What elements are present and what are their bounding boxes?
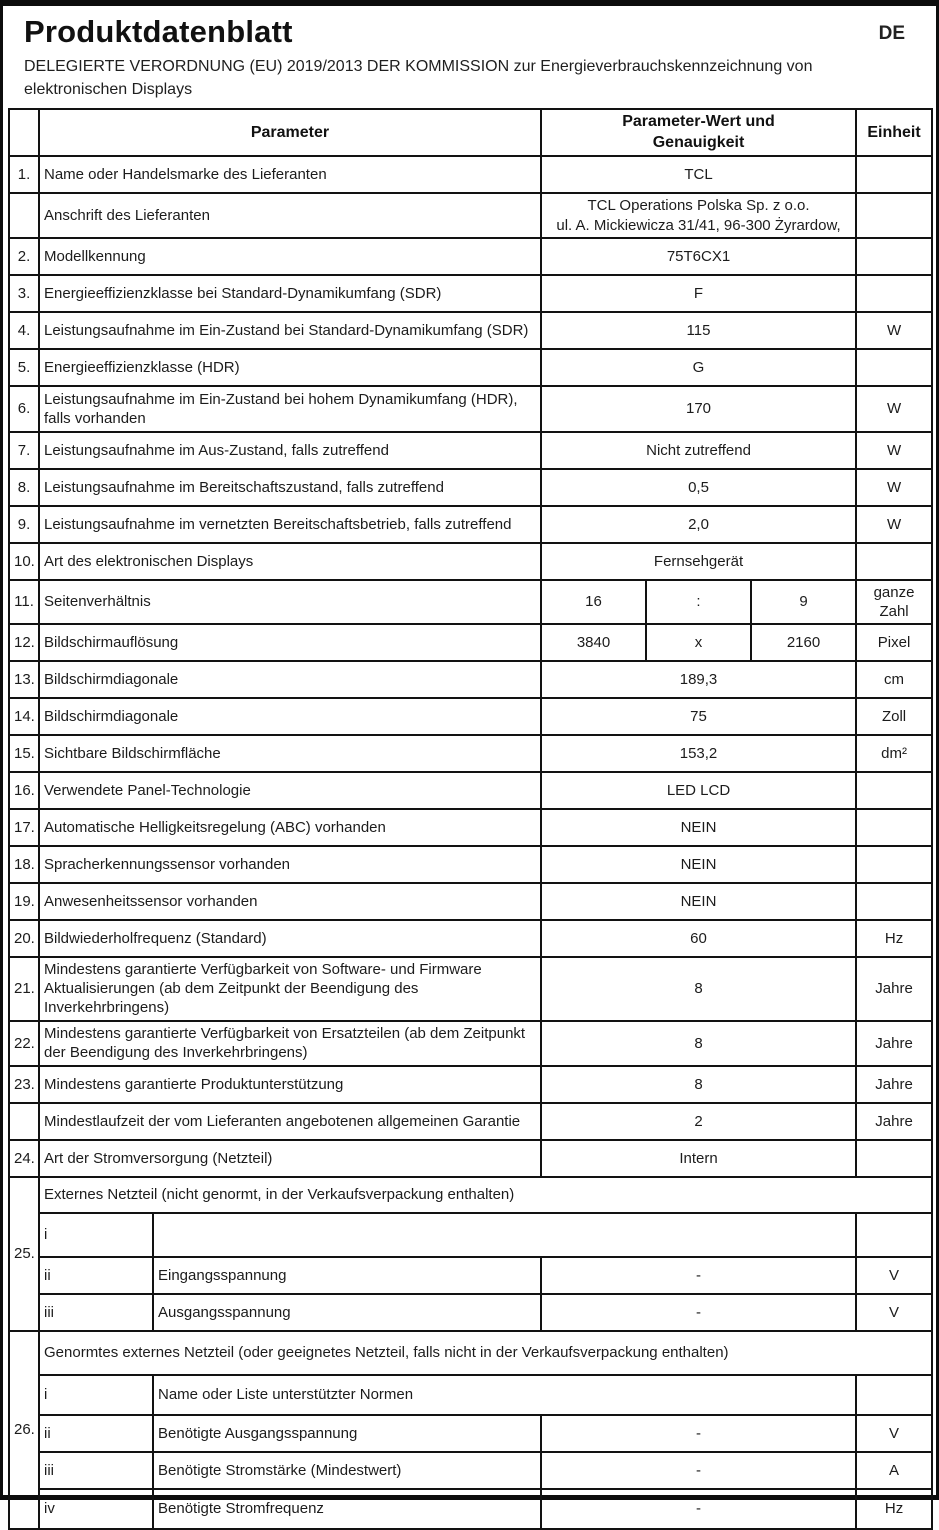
- param-unit: [856, 275, 932, 312]
- sub-index: ii: [39, 1257, 153, 1294]
- product-parameters-table: [8, 108, 933, 1529]
- param-label: Leistungsaufnahme im Ein-Zustand bei Standard-Dynamikumfang (SDR): [39, 312, 541, 349]
- param-unit: [856, 193, 932, 237]
- param-number: 2.: [9, 238, 39, 275]
- param-number: 22.: [9, 1021, 39, 1066]
- table-row: [9, 193, 932, 237]
- param-label: Anwesenheitssensor vorhanden: [39, 883, 541, 920]
- table-row: [9, 809, 932, 846]
- table-row: [9, 624, 932, 661]
- param-value: 115: [541, 312, 856, 349]
- param-label: Leistungsaufnahme im Ein-Zustand bei hohem Dynamikumfang (HDR), falls vorhanden: [39, 386, 541, 432]
- param-value: 2: [541, 1103, 856, 1140]
- param-value: -: [541, 1452, 856, 1489]
- param-number: 17.: [9, 809, 39, 846]
- table-sub-row: [9, 1213, 932, 1257]
- param-unit: W: [856, 469, 932, 506]
- table-sub-row: [9, 1415, 932, 1452]
- param-label: Leistungsaufnahme im Bereitschaftszustand, falls zutreffend: [39, 469, 541, 506]
- param-value-separator: x: [646, 624, 751, 661]
- param-number: 21.: [9, 957, 39, 1021]
- param-label: Spracherkennungssensor vorhanden: [39, 846, 541, 883]
- table-row: [9, 735, 932, 772]
- param-label: Mindestens garantierte Verfügbarkeit von Ersatzteilen (ab dem Zeitpunkt der Beendigung des Inverkehrbringens): [39, 1021, 541, 1066]
- table-row: [9, 506, 932, 543]
- param-label: Bildwiederholfrequenz (Standard): [39, 920, 541, 957]
- param-unit: [856, 156, 932, 193]
- param-value: NEIN: [541, 809, 856, 846]
- param-label: Automatische Helligkeitsregelung (ABC) vorhanden: [39, 809, 541, 846]
- param-number: [9, 1103, 39, 1140]
- param-number: 16.: [9, 772, 39, 809]
- sub-index: iii: [39, 1294, 153, 1331]
- sub-label: Benötigte Stromstärke (Mindestwert): [153, 1452, 541, 1489]
- table-row: [9, 957, 932, 1021]
- sub-index: ii: [39, 1415, 153, 1452]
- table-header-row: [9, 109, 932, 156]
- param-value: G: [541, 349, 856, 386]
- column-header-parameter: Parameter: [39, 109, 541, 156]
- param-value: NEIN: [541, 846, 856, 883]
- param-label: Leistungsaufnahme im Aus-Zustand, falls zutreffend: [39, 432, 541, 469]
- param-label: Mindestens garantierte Produktunterstützung: [39, 1066, 541, 1103]
- sub-index: i: [39, 1213, 153, 1257]
- param-label: Sichtbare Bildschirmfläche: [39, 735, 541, 772]
- param-unit: V: [856, 1415, 932, 1452]
- param-unit: Pixel: [856, 624, 932, 661]
- table-row: [9, 772, 932, 809]
- param-unit: [856, 883, 932, 920]
- param-label: Mindestens garantierte Verfügbarkeit von Software- und Firmware Aktualisierungen (ab dem Zeitpunkt der Beendigung des Inverkehrbringens): [39, 957, 541, 1021]
- param-value: 189,3: [541, 661, 856, 698]
- table-row: [9, 580, 932, 624]
- param-unit: [856, 238, 932, 275]
- sub-index: i: [39, 1375, 153, 1415]
- param-value: Intern: [541, 1140, 856, 1177]
- column-header-value-line2: Genauigkeit: [652, 133, 745, 151]
- param-value: 75T6CX1: [541, 238, 856, 275]
- param-number: 6.: [9, 386, 39, 432]
- param-label: Art des elektronischen Displays: [39, 543, 541, 580]
- table-row: [9, 920, 932, 957]
- param-value: [541, 193, 856, 237]
- param-unit: [856, 1213, 932, 1257]
- table-sub-row: [9, 1257, 932, 1294]
- table-row-section: [9, 1331, 932, 1375]
- param-value: -: [541, 1415, 856, 1452]
- param-value: -: [541, 1294, 856, 1331]
- param-value: 60: [541, 920, 856, 957]
- param-label: Seitenverhältnis: [39, 580, 541, 624]
- param-number: 8.: [9, 469, 39, 506]
- column-header-unit: Einheit: [856, 109, 932, 156]
- param-unit: W: [856, 386, 932, 432]
- language-code: DE: [878, 23, 905, 44]
- table-row: [9, 883, 932, 920]
- table-row: [9, 349, 932, 386]
- sub-label: Ausgangsspannung: [153, 1294, 541, 1331]
- table-row: [9, 1140, 932, 1177]
- table-row: [9, 238, 932, 275]
- table-row: [9, 1066, 932, 1103]
- table-row: [9, 469, 932, 506]
- param-number: [9, 193, 39, 237]
- param-value: 8: [541, 957, 856, 1021]
- param-unit: Jahre: [856, 1066, 932, 1103]
- sub-label: Eingangsspannung: [153, 1257, 541, 1294]
- param-value: -: [541, 1257, 856, 1294]
- param-number: 11.: [9, 580, 39, 624]
- param-number: 23.: [9, 1066, 39, 1103]
- sub-label: [153, 1213, 856, 1257]
- param-value-separator: :: [646, 580, 751, 624]
- param-value: -: [541, 1489, 856, 1529]
- table-row-section: [9, 1177, 932, 1213]
- sub-label: Benötigte Stromfrequenz: [153, 1489, 541, 1529]
- param-number: 4.: [9, 312, 39, 349]
- param-value: Fernsehgerät: [541, 543, 856, 580]
- param-unit: A: [856, 1452, 932, 1489]
- param-number: 13.: [9, 661, 39, 698]
- param-unit: dm²: [856, 735, 932, 772]
- param-number: 20.: [9, 920, 39, 957]
- param-value: F: [541, 275, 856, 312]
- param-value: TCL: [541, 156, 856, 193]
- param-label: Energieeffizienzklasse bei Standard-Dynamikumfang (SDR): [39, 275, 541, 312]
- section-label: Genormtes externes Netzteil (oder geeignetes Netzteil, falls nicht in der Verkaufsverpackung enthalten): [39, 1331, 932, 1375]
- param-value: NEIN: [541, 883, 856, 920]
- param-value: LED LCD: [541, 772, 856, 809]
- param-label: Bildschirmauflösung: [39, 624, 541, 661]
- param-number: 7.: [9, 432, 39, 469]
- param-value: 2,0: [541, 506, 856, 543]
- param-number: 15.: [9, 735, 39, 772]
- table-row: [9, 698, 932, 735]
- sub-index: iv: [39, 1489, 153, 1529]
- param-unit: Hz: [856, 1489, 932, 1529]
- param-label: Bildschirmdiagonale: [39, 661, 541, 698]
- param-value: 75: [541, 698, 856, 735]
- param-number: 14.: [9, 698, 39, 735]
- column-header-value: [541, 109, 856, 156]
- table-row: [9, 543, 932, 580]
- param-number: 3.: [9, 275, 39, 312]
- param-value: 8: [541, 1066, 856, 1103]
- table-row: [9, 846, 932, 883]
- param-unit: [856, 349, 932, 386]
- param-label: Mindestlaufzeit der vom Lieferanten angebotenen allgemeinen Garantie: [39, 1103, 541, 1140]
- param-unit: [856, 772, 932, 809]
- table-sub-row: [9, 1294, 932, 1331]
- param-number: 1.: [9, 156, 39, 193]
- param-unit: [856, 846, 932, 883]
- sub-label: Name oder Liste unterstützter Normen: [153, 1375, 856, 1415]
- table-row: [9, 312, 932, 349]
- column-header-number: [9, 109, 39, 156]
- section-label: Externes Netzteil (nicht genormt, in der Verkaufsverpackung enthalten): [39, 1177, 932, 1213]
- sub-label: Benötigte Ausgangsspannung: [153, 1415, 541, 1452]
- param-value: 0,5: [541, 469, 856, 506]
- supplier-address-line2: ul. A. Mickiewicza 31/41, 96-300 Żyrardow,: [556, 216, 841, 234]
- table-row: [9, 386, 932, 432]
- param-unit: Jahre: [856, 957, 932, 1021]
- param-unit: W: [856, 506, 932, 543]
- param-label: Verwendete Panel-Technologie: [39, 772, 541, 809]
- column-header-value-line1: Parameter-Wert und: [622, 113, 775, 131]
- param-value-part2: 9: [751, 580, 856, 624]
- param-label: Name oder Handelsmarke des Lieferanten: [39, 156, 541, 193]
- param-label: Bildschirmdiagonale: [39, 698, 541, 735]
- param-label: Anschrift des Lieferanten: [39, 193, 541, 237]
- table-sub-row: [9, 1489, 932, 1529]
- param-unit: [856, 1375, 932, 1415]
- param-value-part2: 2160: [751, 624, 856, 661]
- param-unit: W: [856, 432, 932, 469]
- supplier-address-line1: TCL Operations Polska Sp. z o.o.: [587, 197, 810, 215]
- param-number: 18.: [9, 846, 39, 883]
- param-number: 9.: [9, 506, 39, 543]
- param-number: 26.: [9, 1331, 39, 1529]
- param-number: 12.: [9, 624, 39, 661]
- param-unit: Jahre: [856, 1021, 932, 1066]
- table-row: [9, 661, 932, 698]
- param-unit: Zoll: [856, 698, 932, 735]
- table-row: [9, 156, 932, 193]
- param-unit: ganze Zahl: [856, 580, 932, 624]
- param-unit: [856, 543, 932, 580]
- param-unit: V: [856, 1257, 932, 1294]
- page-title: Produktdatenblatt: [24, 14, 293, 49]
- param-unit: [856, 809, 932, 846]
- param-value: Nicht zutreffend: [541, 432, 856, 469]
- param-label: Energieeffizienzklasse (HDR): [39, 349, 541, 386]
- table-row: [9, 1103, 932, 1140]
- param-number: 24.: [9, 1140, 39, 1177]
- param-number: 25.: [9, 1177, 39, 1331]
- param-number: 10.: [9, 543, 39, 580]
- param-unit: V: [856, 1294, 932, 1331]
- table-sub-row: [9, 1452, 932, 1489]
- regulation-subtitle: DELEGIERTE VERORDNUNG (EU) 2019/2013 DER KOMMISSION zur Energieverbrauchskennzeichnung von elektronischen Displays: [24, 58, 813, 99]
- document-header: [8, 10, 931, 50]
- param-number: 19.: [9, 883, 39, 920]
- param-value: 153,2: [541, 735, 856, 772]
- param-unit: [856, 1140, 932, 1177]
- param-unit: Jahre: [856, 1103, 932, 1140]
- param-value-part1: 16: [541, 580, 646, 624]
- table-row: [9, 275, 932, 312]
- param-label: Modellkennung: [39, 238, 541, 275]
- param-unit: cm: [856, 661, 932, 698]
- param-unit: W: [856, 312, 932, 349]
- param-label: Art der Stromversorgung (Netzteil): [39, 1140, 541, 1177]
- table-sub-row: [9, 1375, 932, 1415]
- param-number: 5.: [9, 349, 39, 386]
- param-unit: Hz: [856, 920, 932, 957]
- param-value: 8: [541, 1021, 856, 1066]
- table-row: [9, 1021, 932, 1066]
- sub-index: iii: [39, 1452, 153, 1489]
- param-value-part1: 3840: [541, 624, 646, 661]
- param-label: Leistungsaufnahme im vernetzten Bereitschaftsbetrieb, falls zutreffend: [39, 506, 541, 543]
- table-row: [9, 432, 932, 469]
- param-value: 170: [541, 386, 856, 432]
